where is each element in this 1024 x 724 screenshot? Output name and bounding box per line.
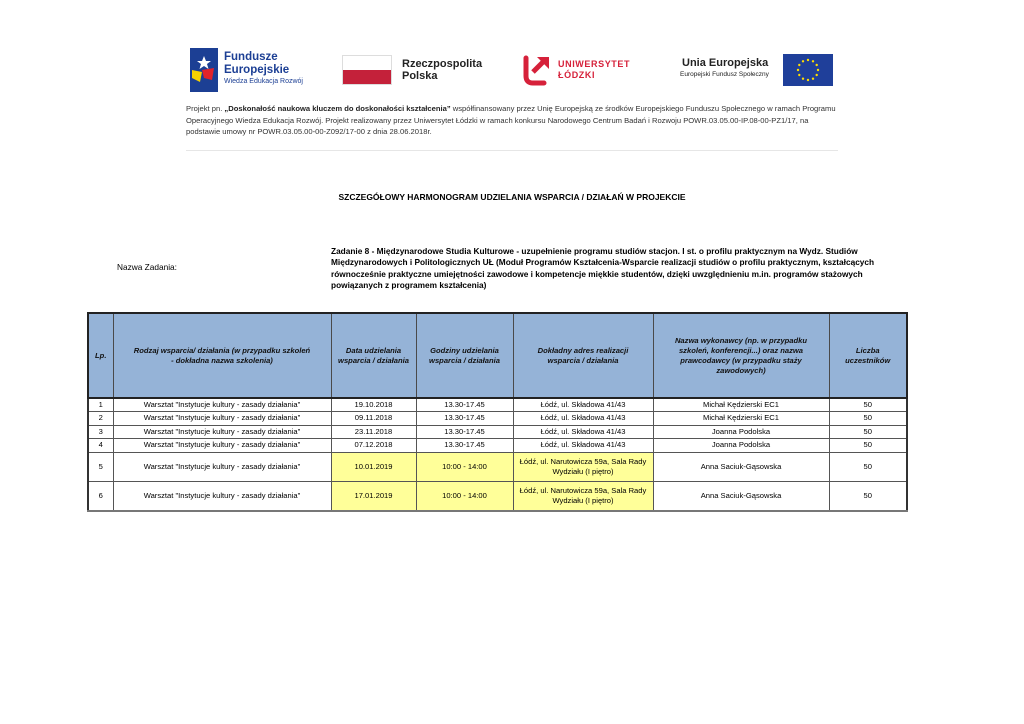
project-description [186,103,838,138]
rzeczpospolita-line2: Polska [402,70,438,82]
project-name: „Doskonałość naukowa kluczem do doskonałości kształcenia” [224,104,451,113]
table-row [88,412,907,426]
cell-rodzaj: Warsztat "Instytucje kultury - zasady działania" [113,452,331,482]
table-row [88,439,907,453]
header-adres: Dokładny adres realizacji wsparcia / działania [513,313,653,398]
eu-flag-icon [783,54,833,86]
unia-europejska-logo [680,52,840,88]
unia-line1: Unia Europejska [682,57,769,69]
cell-data: 09.11.2018 [331,412,416,426]
project-details: współfinansowany przez Unię Europejską ze środków Europejskiego Funduszu Społecznego w ramach Programu Operacyjnego Wiedza Edukacja Rozwój. Projekt realizowany przez Uniwersytet Łódzki w ramach konkursu Narodowego Centrum Badań i Rozwoju POWR.03.05.00-IP.08-00-PZ1/17, na podstawie umowy nr POWR.03.05.00-00-Z092/17-00 z dnia 28.06.2018r. [186,104,836,136]
cell-godziny: 13.30-17.45 [416,425,513,439]
cell-wykonawca: Michał Kędzierski EC1 [653,398,829,412]
rzeczpospolita-polska-logo [342,55,502,87]
cell-data: 19.10.2018 [331,398,416,412]
cell-rodzaj: Warsztat "Instytucje kultury - zasady działania" [113,412,331,426]
cell-rodzaj: Warsztat "Instytucje kultury - zasady działania" [113,439,331,453]
header-lp: Lp. [88,313,113,398]
cell-data: 10.01.2019 [331,452,416,482]
cell-godziny: 13.30-17.45 [416,439,513,453]
table-row [88,452,907,482]
cell-adres: Łódź, ul. Narutowicza 59a, Sala Rady Wydziału (I piętro) [513,482,653,512]
fundusze-line2: Europejskie [224,64,290,76]
cell-godziny: 10:00 - 14:00 [416,452,513,482]
uniwersytet-line2: ŁÓDZKI [558,70,596,80]
cell-liczba: 50 [829,425,907,439]
project-prefix: Projekt pn. [186,104,225,113]
cell-godziny: 10:00 - 14:00 [416,482,513,512]
schedule-table [87,312,908,512]
cell-rodzaj: Warsztat "Instytucje kultury - zasady działania" [113,482,331,512]
cell-rodzaj: Warsztat "Instytucje kultury - zasady działania" [113,425,331,439]
cell-wykonawca: Joanna Podolska [653,425,829,439]
cell-rodzaj: Warsztat "Instytucje kultury - zasady działania" [113,398,331,412]
header-divider [186,150,838,151]
cell-wykonawca: Michał Kędzierski EC1 [653,412,829,426]
cell-liczba: 50 [829,412,907,426]
cell-liczba: 50 [829,439,907,453]
fundusze-line1: Fundusze [224,51,278,63]
cell-liczba: 50 [829,452,907,482]
cell-lp: 4 [88,439,113,453]
unia-line2: Europejski Fundusz Społeczny [680,71,769,78]
cell-wykonawca: Anna Saciuk-Gąsowska [653,482,829,512]
task-label: Nazwa Zadania: [117,262,177,272]
document-title: SZCZEGÓŁOWY HARMONOGRAM UDZIELANIA WSPARCIA / DZIAŁAŃ W PROJEKCIE [338,192,686,202]
table-row [88,425,907,439]
polish-flag-icon [342,55,392,85]
cell-wykonawca: Joanna Podolska [653,439,829,453]
cell-liczba: 50 [829,398,907,412]
cell-liczba: 50 [829,482,907,512]
fundusze-line3: Wiedza Edukacja Rozwój [224,78,303,85]
cell-godziny: 13.30-17.45 [416,412,513,426]
uniwersytet-lodzki-icon [522,54,552,86]
cell-godziny: 13.30-17.45 [416,398,513,412]
header-data: Data udzielania wsparcia / działania [331,313,416,398]
cell-lp: 3 [88,425,113,439]
cell-adres: Łódź, ul. Składowa 41/43 [513,439,653,453]
table-row [88,398,907,412]
header-rodzaj: Rodzaj wsparcia/ działania (w przypadku szkoleń - dokładna nazwa szkolenia) [113,313,331,398]
table-row [88,482,907,512]
cell-lp: 1 [88,398,113,412]
header-godziny: Godziny udzielania wsparcia / działania [416,313,513,398]
fundusze-europejskie-icon [190,48,218,92]
fundusze-europejskie-logo [190,48,320,94]
rzeczpospolita-text [402,58,482,82]
rzeczpospolita-line1: Rzeczpospolita [402,58,483,70]
cell-lp: 2 [88,412,113,426]
header-liczba: Liczba uczestników [829,313,907,398]
cell-adres: Łódź, ul. Składowa 41/43 [513,412,653,426]
uniwersytet-text [558,59,630,81]
cell-lp: 5 [88,452,113,482]
cell-data: 23.11.2018 [331,425,416,439]
task-value: Zadanie 8 - Międzynarodowe Studia Kulturowe - uzupełnienie programu studiów stacjon. I st. o profilu praktycznym na Wydz. Studiów Międzynarodowych i Politologicznych UŁ (Moduł Programów Kształcenia-Wsparcie realizacji studiów o profilu praktycznym, kształcących równocześnie praktyczne umiejętności zawodowe i kompetencje miękkie studentów, dzięki uwzględnieniu m.in. programów stażowych powiązanych z programem kształcenia) [331,246,875,290]
cell-wykonawca: Anna Saciuk-Gąsowska [653,452,829,482]
uniwersytet-line1: UNIWERSYTET [558,59,631,69]
cell-data: 17.01.2019 [331,482,416,512]
cell-adres: Łódź, ul. Składowa 41/43 [513,398,653,412]
table-header-row [88,313,907,398]
header-wykonawca: Nazwa wykonawcy (np. w przypadku szkoleń, konferencji...) oraz nazwa prawcodawcy (w przypadku staży zawodowych) [653,313,829,398]
cell-adres: Łódź, ul. Składowa 41/43 [513,425,653,439]
cell-data: 07.12.2018 [331,439,416,453]
cell-adres: Łódź, ul. Narutowicza 59a, Sala Rady Wydziału (I piętro) [513,452,653,482]
uniwersytet-lodzki-logo [520,52,640,88]
cell-lp: 6 [88,482,113,512]
